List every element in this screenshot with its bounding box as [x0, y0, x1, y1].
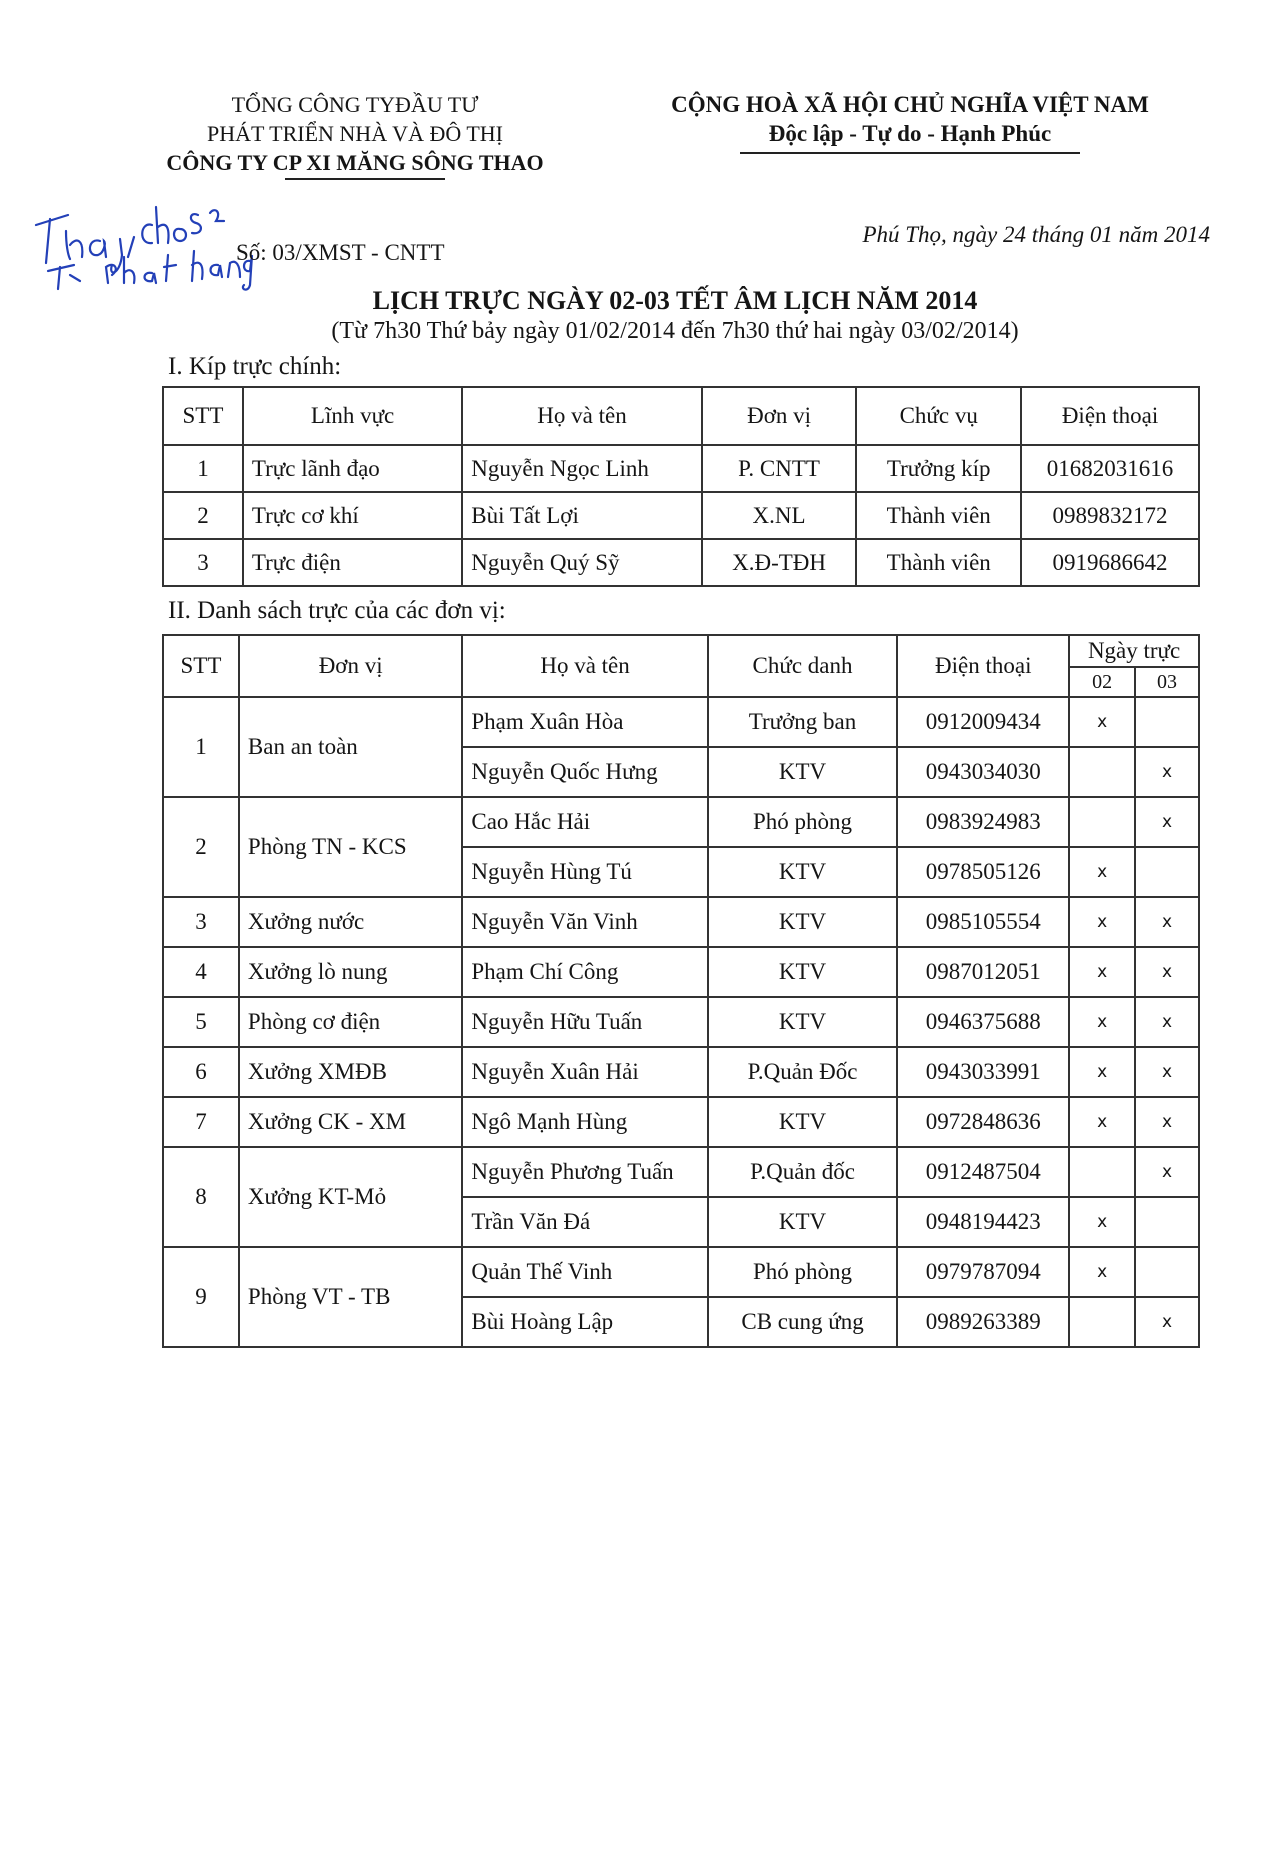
cell-position: Thành viên: [856, 539, 1021, 586]
col-header-position: Chức vụ: [856, 387, 1021, 445]
cell-unit: Phòng TN - KCS: [239, 797, 462, 897]
cell-day-02: x: [1069, 847, 1135, 897]
national-motto: Độc lập - Tự do - Hạnh Phúc: [768, 121, 1052, 146]
cell-name: Nguyễn Hùng Tú: [462, 847, 707, 897]
cell-day-03: x: [1135, 797, 1199, 847]
table-row: [163, 697, 1199, 747]
cell-title: KTV: [708, 747, 898, 797]
cell-day-02: x: [1069, 1247, 1135, 1297]
cell-title: Phó phòng: [708, 1247, 898, 1297]
document-number: Số: 03/XMST - CNTT: [236, 240, 445, 265]
cell-name: Nguyễn Quốc Hưng: [462, 747, 707, 797]
table-row: [163, 1147, 1199, 1197]
cell-phone: 0919686642: [1021, 539, 1199, 586]
cell-name: Bùi Hoàng Lập: [462, 1297, 707, 1347]
cell-name: Nguyễn Phương Tuấn: [462, 1147, 707, 1197]
cell-unit: Phòng cơ điện: [239, 997, 462, 1047]
cell-stt: 3: [163, 897, 239, 947]
table-row: [163, 1247, 1199, 1297]
cell-phone: 01682031616: [1021, 445, 1199, 492]
cell-day-02: [1069, 1297, 1135, 1347]
cell-phone: 0946375688: [897, 997, 1069, 1047]
cell-title: Phó phòng: [708, 797, 898, 847]
col-header-stt: STT: [163, 635, 239, 697]
cell-phone: 0987012051: [897, 947, 1069, 997]
col-header-phone: Điện thoại: [897, 635, 1069, 697]
cell-stt: 8: [163, 1147, 239, 1247]
col-header-days: Ngày trực: [1069, 635, 1199, 667]
cell-unit: Xưởng lò nung: [239, 947, 462, 997]
col-header-name: Họ và tên: [462, 387, 701, 445]
cell-day-03: x: [1135, 947, 1199, 997]
cell-day-02: [1069, 797, 1135, 847]
cell-day-03: x: [1135, 997, 1199, 1047]
table-row: [163, 539, 1199, 586]
cell-day-03: x: [1135, 747, 1199, 797]
cell-day-03: x: [1135, 1147, 1199, 1197]
cell-phone: 0948194423: [897, 1197, 1069, 1247]
cell-stt: 1: [163, 445, 243, 492]
cell-title: Trưởng ban: [708, 697, 898, 747]
table-row: [163, 445, 1199, 492]
cell-day-02: x: [1069, 1047, 1135, 1097]
section1-heading: I. Kíp trực chính:: [168, 353, 342, 380]
cell-name: Nguyễn Văn Vinh: [462, 897, 707, 947]
cell-title: P.Quản đốc: [708, 1147, 898, 1197]
table-header-row: [163, 387, 1199, 445]
cell-day-03: [1135, 697, 1199, 747]
company-underline: [285, 178, 445, 180]
document-title: LỊCH TRỰC NGÀY 02-03 TẾT ÂM LỊCH NĂM 2014: [372, 286, 978, 315]
col-header-title: Chức danh: [708, 635, 898, 697]
cell-unit: Phòng VT - TB: [239, 1247, 462, 1347]
cell-title: KTV: [708, 997, 898, 1047]
col-header-unit: Đơn vị: [702, 387, 857, 445]
cell-title: KTV: [708, 897, 898, 947]
main-shift-table: [162, 386, 1200, 587]
cell-day-03: x: [1135, 1097, 1199, 1147]
cell-day-02: [1069, 1147, 1135, 1197]
cell-name: Quản Thế Vinh: [462, 1247, 707, 1297]
cell-field: Trực cơ khí: [243, 492, 462, 539]
handwritten-note-text: Thay cho số 03 đã phát hành: [28, 293, 40, 294]
cell-stt: 6: [163, 1047, 239, 1097]
cell-phone: 0912487504: [897, 1147, 1069, 1197]
table-row: [163, 797, 1199, 847]
cell-name: Ngô Mạnh Hùng: [462, 1097, 707, 1147]
cell-day-02: x: [1069, 697, 1135, 747]
cell-unit: Xưởng KT-Mỏ: [239, 1147, 462, 1247]
cell-title: KTV: [708, 1097, 898, 1147]
cell-name: Phạm Chí Công: [462, 947, 707, 997]
parent-company-line2: PHÁT TRIỂN NHÀ VÀ ĐÔ THỊ: [207, 121, 503, 146]
cell-phone: 0912009434: [897, 697, 1069, 747]
cell-stt: 9: [163, 1247, 239, 1347]
table-row: [163, 1047, 1199, 1097]
company-name: CÔNG TY CP XI MĂNG SÔNG THAO: [166, 150, 544, 175]
cell-phone: 0989832172: [1021, 492, 1199, 539]
cell-phone: 0983924983: [897, 797, 1069, 847]
cell-name: Nguyễn Xuân Hải: [462, 1047, 707, 1097]
cell-name: Nguyễn Quý Sỹ: [462, 539, 701, 586]
table-row: [163, 997, 1199, 1047]
cell-day-03: [1135, 1247, 1199, 1297]
col-header-phone: Điện thoại: [1021, 387, 1199, 445]
unit-shift-table: [162, 634, 1200, 1348]
cell-phone: 0972848636: [897, 1097, 1069, 1147]
cell-day-02: x: [1069, 947, 1135, 997]
table-header-row: [163, 635, 1199, 667]
cell-position: Trưởng kíp: [856, 445, 1021, 492]
cell-position: Thành viên: [856, 492, 1021, 539]
col-header-stt: STT: [163, 387, 243, 445]
cell-day-03: x: [1135, 1047, 1199, 1097]
cell-phone: 0979787094: [897, 1247, 1069, 1297]
col-header-field: Lĩnh vực: [243, 387, 462, 445]
table-row: [163, 947, 1199, 997]
cell-day-02: x: [1069, 1197, 1135, 1247]
cell-name: Phạm Xuân Hòa: [462, 697, 707, 747]
cell-name: Cao Hắc Hải: [462, 797, 707, 847]
cell-stt: 5: [163, 997, 239, 1047]
table-row: [163, 1097, 1199, 1147]
cell-name: Bùi Tất Lợi: [462, 492, 701, 539]
cell-name: Nguyễn Hữu Tuấn: [462, 997, 707, 1047]
cell-phone: 0985105554: [897, 897, 1069, 947]
cell-unit: Xưởng nước: [239, 897, 462, 947]
cell-day-02: x: [1069, 1097, 1135, 1147]
cell-title: KTV: [708, 1197, 898, 1247]
cell-title: KTV: [708, 847, 898, 897]
cell-stt: 1: [163, 697, 239, 797]
cell-unit: Xưởng XMĐB: [239, 1047, 462, 1097]
col-header-day-02: 02: [1069, 667, 1135, 697]
cell-title: P.Quản Đốc: [708, 1047, 898, 1097]
parent-company: TỔNG CÔNG TYĐẦU TƯ: [231, 92, 479, 117]
cell-day-02: x: [1069, 897, 1135, 947]
cell-unit: X.Đ-TĐH: [702, 539, 857, 586]
national-header: [620, 90, 1200, 154]
cell-unit: Ban an toàn: [239, 697, 462, 797]
cell-day-02: x: [1069, 997, 1135, 1047]
organization-header: [120, 90, 590, 180]
cell-stt: 3: [163, 539, 243, 586]
cell-day-03: x: [1135, 897, 1199, 947]
cell-day-03: x: [1135, 1297, 1199, 1347]
document-date: Phú Thọ, ngày 24 tháng 01 năm 2014: [862, 222, 1210, 247]
cell-unit: P. CNTT: [702, 445, 857, 492]
cell-phone: 0978505126: [897, 847, 1069, 897]
cell-title: KTV: [708, 947, 898, 997]
document-subtitle: (Từ 7h30 Thứ bảy ngày 01/02/2014 đến 7h30 thứ hai ngày 03/02/2014): [331, 318, 1019, 344]
national-title: CỘNG HOÀ XÃ HỘI CHỦ NGHĨA VIỆT NAM: [671, 92, 1149, 117]
cell-name: Nguyễn Ngọc Linh: [462, 445, 701, 492]
cell-title: CB cung ứng: [708, 1297, 898, 1347]
cell-stt: 2: [163, 492, 243, 539]
cell-day-03: [1135, 847, 1199, 897]
cell-field: Trực điện: [243, 539, 462, 586]
cell-stt: 7: [163, 1097, 239, 1147]
handwritten-note: [28, 185, 258, 295]
cell-unit: X.NL: [702, 492, 857, 539]
col-header-unit: Đơn vị: [239, 635, 462, 697]
col-header-day-03: 03: [1135, 667, 1199, 697]
cell-phone: 0943033991: [897, 1047, 1069, 1097]
col-header-name: Họ và tên: [462, 635, 707, 697]
section2-heading: II. Danh sách trực của các đơn vị:: [168, 597, 506, 624]
cell-day-03: [1135, 1197, 1199, 1247]
cell-stt: 4: [163, 947, 239, 997]
cell-stt: 2: [163, 797, 239, 897]
table-row: [163, 897, 1199, 947]
cell-phone: 0989263389: [897, 1297, 1069, 1347]
cell-field: Trực lãnh đạo: [243, 445, 462, 492]
cell-unit: Xưởng CK - XM: [239, 1097, 462, 1147]
cell-name: Trần Văn Đá: [462, 1197, 707, 1247]
motto-underline: [740, 152, 1080, 154]
cell-day-02: [1069, 747, 1135, 797]
table-row: [163, 492, 1199, 539]
cell-phone: 0943034030: [897, 747, 1069, 797]
